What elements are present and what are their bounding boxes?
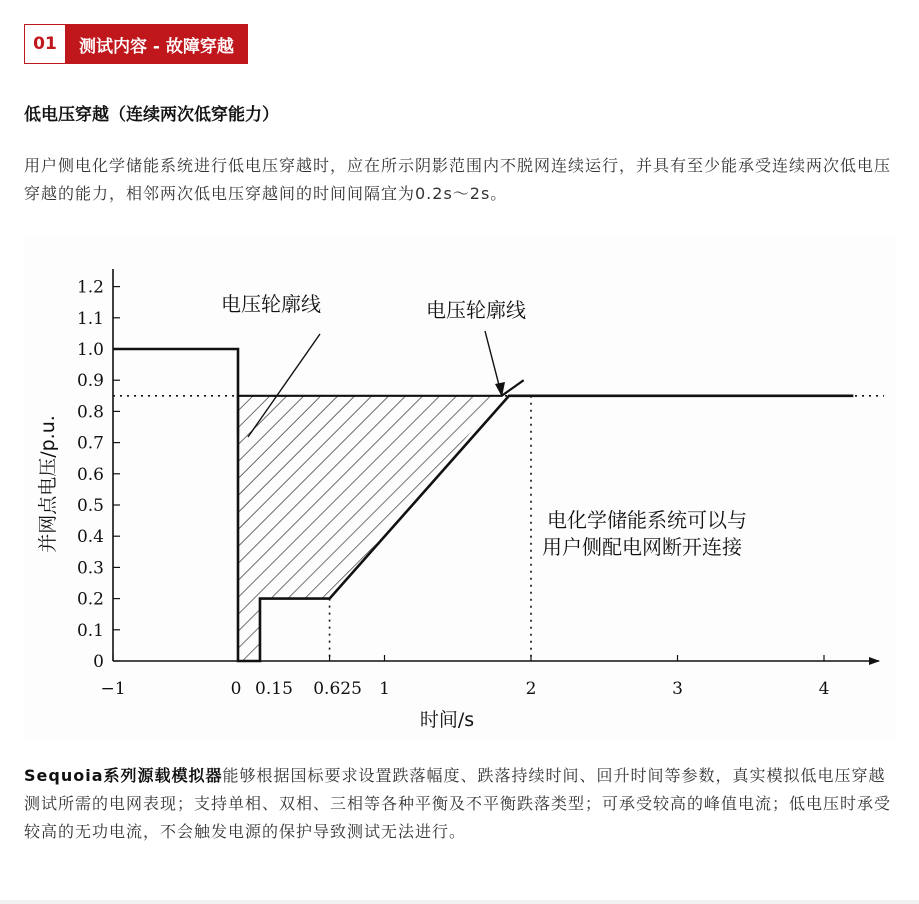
y-tick-label-2: 0.2 — [76, 589, 104, 610]
y-tick-label-12: 1.2 — [76, 277, 104, 298]
x-tick-label-2: 0.15 — [255, 679, 293, 699]
lvrt-figure — [24, 234, 896, 738]
x-tick-label-0: −1 — [100, 679, 126, 699]
x-tick-label-7: 4 — [818, 679, 830, 699]
y-tick-label-3: 0.3 — [76, 558, 104, 579]
x-tick-label-1: 0 — [230, 679, 242, 699]
y-tick-label-5: 0.5 — [76, 496, 104, 516]
y-axis-label: 并网点电压/p.u. — [37, 415, 59, 553]
x-axis-arrow — [869, 657, 880, 665]
product-paragraph — [24, 762, 896, 846]
lvrt-chart — [24, 234, 896, 738]
annotation-2: 电压轮廓线 — [426, 298, 526, 322]
annotation-pointer-2 — [485, 331, 500, 389]
hatched-region — [238, 396, 502, 661]
x-tick-label-6: 3 — [672, 679, 683, 699]
bottom-divider — [0, 900, 919, 904]
y-tick-label-9: 0.9 — [76, 371, 104, 392]
section-title: 测试内容 - 故障穿越 — [66, 24, 248, 64]
y-tick-label-8: 0.8 — [76, 402, 104, 423]
annotation-4: 用户侧配电网断开连接 — [542, 535, 742, 559]
x-tick-label-3: 0.625 — [313, 679, 362, 699]
section-badge — [24, 24, 248, 64]
y-tick-label-10: 1.0 — [76, 340, 104, 360]
y-tick-label-0: 0 — [93, 652, 104, 672]
x-axis-label: 时间/s — [419, 709, 475, 731]
y-tick-label-1: 0.1 — [76, 620, 104, 641]
subheading: 低电压穿越（连续两次低穿能力） — [24, 105, 279, 125]
annotation-3: 电化学储能系统可以与 — [547, 508, 747, 532]
y-tick-label-6: 0.6 — [76, 464, 104, 485]
x-tick-label-4: 1 — [379, 679, 390, 699]
y-tick-label-11: 1.1 — [76, 308, 104, 329]
x-tick-label-5: 2 — [525, 679, 537, 699]
product-name: Sequoia系列源载模拟器 — [24, 766, 223, 785]
annotation-1: 电压轮廓线 — [221, 292, 321, 316]
section-number: 01 — [24, 24, 66, 64]
y-tick-label-4: 0.4 — [76, 527, 104, 548]
intro-paragraph: 用户侧电化学储能系统进行低电压穿越时，应在所示阴影范围内不脱网连续运行，并具有至少能承受连续两次低电压穿越的能力，相邻两次低电压穿越间的时间间隔宜为0.2s～2s。 — [24, 156, 892, 203]
product-description: 能够根据国标要求设置跌落幅度、跌落持续时间、回升时间等参数，真实模拟低电压穿越测试所需的电网表现；支持单相、双相、三相等各种平衡及不平衡跌落类型；可承受较高的峰值电流；低电压时承受较高的无功电流，不会触发电源的保护导致测试无法进行。 — [24, 766, 892, 841]
y-tick-label-7: 0.7 — [76, 433, 104, 454]
